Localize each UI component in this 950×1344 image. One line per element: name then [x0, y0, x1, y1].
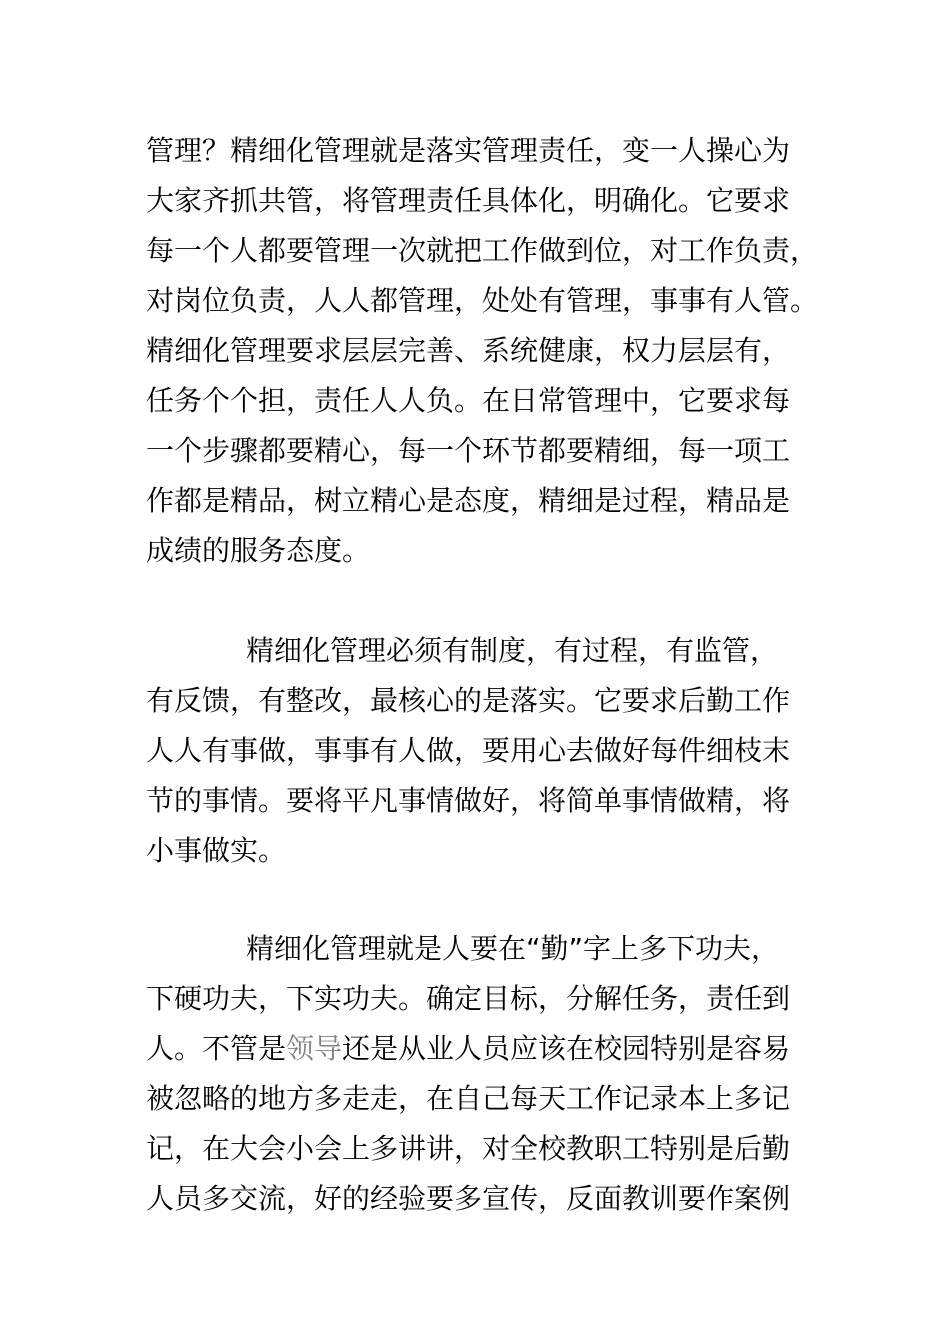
- text-line-indented: 精细化管理就是人要在“勤”字上多下功夫，: [246, 932, 780, 965]
- text-line: 精细化管理要求层层完善、系统健康，权力层层有，: [146, 334, 791, 367]
- text-line: 大家齐抓共管，将管理责任具体化，明确化。它要求: [146, 184, 791, 217]
- text-line: 作都是精品，树立精心是态度，精细是过程，精品是: [146, 484, 791, 517]
- text-segment: 还是从业人员应该在校园特别是容易: [342, 1032, 791, 1065]
- text-line-indented: 精细化管理必须有制度，有过程，有监管，: [246, 634, 779, 667]
- text-line: 人员多交流，好的经验要多宣传，反面教训要作案例: [146, 1182, 791, 1215]
- paragraph-2: [146, 626, 836, 876]
- text-line: 任务个个担，责任人人负。在日常管理中，它要求每: [146, 384, 791, 417]
- leader-link[interactable]: 领导: [286, 1032, 343, 1065]
- text-line: 每一个人都要管理一次就把工作做到位，对工作负责，: [146, 234, 819, 267]
- text-line: 成绩的服务态度。: [146, 534, 371, 567]
- paragraph-3: [146, 924, 836, 1224]
- text-line: 人人有事做，事事有人做，要用心去做好每件细枝末: [146, 734, 791, 767]
- text-line-with-link: [146, 1024, 836, 1074]
- text-line: 有反馈，有整改，最核心的是落实。它要求后勤工作: [146, 684, 791, 717]
- text-segment: 人。不管是: [146, 1032, 287, 1065]
- text-line: 对岗位负责，人人都管理，处处有管理，事事有人管。: [146, 284, 819, 317]
- text-line: 管理？精细化管理就是落实管理责任，变一人操心为: [146, 134, 791, 167]
- text-line: 小事做实。: [146, 834, 287, 867]
- text-line: 节的事情。要将平凡事情做好，将简单事情做精，将: [146, 784, 791, 817]
- text-line: 记，在大会小会上多讲讲，对全校教职工特别是后勤: [146, 1132, 791, 1165]
- text-line: 一个步骤都要精心，每一个环节都要精细，每一项工: [146, 434, 791, 467]
- paragraph-1: [146, 126, 836, 576]
- text-line: 下硬功夫，下实功夫。确定目标，分解任务，责任到: [146, 982, 791, 1015]
- text-line: 被忽略的地方多走走，在自己每天工作记录本上多记: [146, 1082, 791, 1115]
